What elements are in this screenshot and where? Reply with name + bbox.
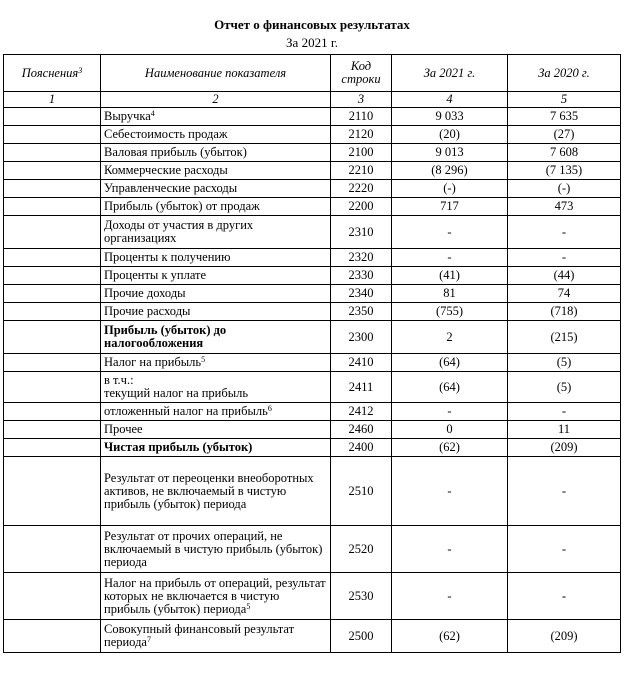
indicator-name-text: Результат от переоценки внеоборотных активов, не включаемый в чистую прибыль (убыток) периода [104,470,314,511]
value-2020: (44) [508,267,621,285]
value-2020: (7 135) [508,162,621,180]
line-code: 2350 [331,303,392,321]
indicator-name [101,439,331,457]
notes-cell [4,403,101,421]
value-2021: - [392,403,508,421]
value-2021: 2 [392,321,508,354]
indicator-name-text: Налог на прибыль [104,355,202,369]
indicator-name-text: Выручка [104,109,151,123]
line-code: 2110 [331,108,392,126]
notes-cell [4,321,101,354]
value-2020: (-) [508,180,621,198]
value-2021: 717 [392,198,508,216]
notes-cell [4,198,101,216]
header-row [4,55,621,92]
value-2021: - [392,249,508,267]
indicator-name [101,573,331,620]
table-row [4,439,621,457]
value-2020: (215) [508,321,621,354]
header-2020: За 2020 г. [508,55,621,92]
indicator-name [101,403,331,421]
value-2020: - [508,403,621,421]
notes-cell [4,457,101,526]
indicator-name-text: Прочие расходы [104,304,191,318]
value-2020: (5) [508,372,621,403]
footnote-marker: 5 [246,601,251,611]
indicator-name [101,144,331,162]
value-2021: (64) [392,354,508,372]
notes-cell [4,421,101,439]
indicator-name [101,354,331,372]
indicator-name-text: Управленческие расходы [104,181,238,195]
notes-cell [4,267,101,285]
header-notes: Пояснения$^3$ [4,55,101,92]
value-2021: (41) [392,267,508,285]
table-row [4,162,621,180]
notes-cell [4,216,101,249]
notes-cell [4,144,101,162]
notes-cell [4,372,101,403]
indicator-name-text: текущий налог на прибыль [104,386,249,400]
indicator-name [101,421,331,439]
line-code: 2510 [331,457,392,526]
line-code: 2400 [331,439,392,457]
value-2021: 81 [392,285,508,303]
notes-cell [4,285,101,303]
line-code: 2200 [331,198,392,216]
table-row [4,126,621,144]
line-code: 2412 [331,403,392,421]
indicator-name-text: Себестоимость продаж [104,127,228,141]
value-2020: (209) [508,620,621,653]
value-2021: - [392,526,508,573]
line-code: 2320 [331,249,392,267]
indicator-name-text: Проценты к получению [104,250,231,264]
notes-cell [4,354,101,372]
indicator-name [101,180,331,198]
value-2021: - [392,216,508,249]
indicator-name [101,126,331,144]
financial-results-table [3,54,621,653]
value-2021: (8 296) [392,162,508,180]
table-row [4,285,621,303]
table-row [4,267,621,285]
indicator-name-text: Доходы от участия в других организациях [104,218,254,245]
notes-cell [4,620,101,653]
value-2021: 9 013 [392,144,508,162]
value-2021: (-) [392,180,508,198]
value-2021: 0 [392,421,508,439]
indicator-name-text: Результат от прочих операций, не включаемый в чистую прибыль (убыток) периода [104,528,323,569]
table-row [4,372,621,403]
notes-cell [4,162,101,180]
table-row [4,144,621,162]
indicator-name [101,198,331,216]
value-2020: - [508,216,621,249]
value-2020: - [508,526,621,573]
value-2020: 11 [508,421,621,439]
indicator-name-text: Коммерческие расходы [104,163,228,177]
indicator-name-text: Прочие доходы [104,286,186,300]
table-row [4,216,621,249]
value-2020: - [508,457,621,526]
table-row [4,573,621,620]
indicator-name [101,526,331,573]
table-row [4,457,621,526]
value-2021: (64) [392,372,508,403]
indicator-name-text: Прочее [104,422,143,436]
line-code: 2220 [331,180,392,198]
indicator-name-text: Валовая прибыль (убыток) [104,145,247,159]
table-body [4,108,621,653]
indicator-name [101,321,331,354]
column-number: 2 [101,92,331,108]
indicator-name-text: Прибыль (убыток) от продаж [104,199,260,213]
value-2020: 7 608 [508,144,621,162]
line-code: 2530 [331,573,392,620]
column-number: 5 [508,92,621,108]
footnote-marker: 5 [201,355,206,364]
value-2020: - [508,249,621,267]
table-row [4,620,621,653]
header-name: Наименование показателя [101,55,331,92]
line-code: 2520 [331,526,392,573]
footnote-marker: 6 [267,404,272,413]
table-row [4,526,621,573]
value-2021: (62) [392,620,508,653]
line-code: 2411 [331,372,392,403]
line-code: 2340 [331,285,392,303]
value-2020: 473 [508,198,621,216]
table-row [4,249,621,267]
table-row [4,354,621,372]
table-row [4,403,621,421]
value-2020: (27) [508,126,621,144]
column-number: 1 [4,92,101,108]
column-number: 3 [331,92,392,108]
table-row [4,108,621,126]
table-row [4,321,621,354]
value-2021: - [392,457,508,526]
value-2020: (718) [508,303,621,321]
indicator-name-text: Совокупный финансовый результат периода [104,622,295,649]
footnote-marker: 4 [150,109,155,118]
indicator-name [101,620,331,653]
notes-cell [4,108,101,126]
indicator-name [101,303,331,321]
notes-cell [4,249,101,267]
table-row [4,198,621,216]
notes-cell [4,126,101,144]
line-code: 2330 [331,267,392,285]
indicator-name-text: Проценты к уплате [104,268,207,282]
line-code: 2500 [331,620,392,653]
indicator-name [101,285,331,303]
indicator-name [101,267,331,285]
notes-cell [4,573,101,620]
value-2020: 74 [508,285,621,303]
table-row [4,421,621,439]
value-2021: - [392,573,508,620]
column-number-row [4,92,621,108]
line-code: 2300 [331,321,392,354]
column-number: 4 [392,92,508,108]
line-code: 2310 [331,216,392,249]
value-2020: (5) [508,354,621,372]
table-row [4,303,621,321]
indicator-name [101,457,331,526]
value-2021: (62) [392,439,508,457]
report-title: Отчет о финансовых результатах [214,17,410,32]
indicator-name [101,162,331,180]
indicator-name-prefix: в т.ч.: [104,373,134,387]
notes-cell [4,439,101,457]
indicator-name-text: Чистая прибыль (убыток) [104,440,253,454]
table-row [4,180,621,198]
value-2021: 9 033 [392,108,508,126]
indicator-name [101,216,331,249]
value-2020: - [508,573,621,620]
line-code: 2210 [331,162,392,180]
line-code: 2460 [331,421,392,439]
value-2020: 7 635 [508,108,621,126]
indicator-name-text: отложенный налог на прибыль [104,404,268,418]
header-2021: За 2021 г. [392,55,508,92]
line-code: 2410 [331,354,392,372]
value-2020: (209) [508,439,621,457]
indicator-name-text: Прибыль (убыток) до налогообложения [104,323,227,350]
value-2021: (755) [392,303,508,321]
indicator-name [101,372,331,403]
value-2021: (20) [392,126,508,144]
indicator-name [101,108,331,126]
notes-cell [4,303,101,321]
header-code: Код строки [331,55,392,92]
line-code: 2100 [331,144,392,162]
indicator-name [101,249,331,267]
report-period: За 2021 г. [286,35,338,50]
line-code: 2120 [331,126,392,144]
footnote-marker: 7 [146,635,151,644]
notes-cell [4,526,101,573]
indicator-name-text: Налог на прибыль от операций, результат которых не включается в чистую прибыль (убыток) периода [104,575,326,616]
notes-cell [4,180,101,198]
